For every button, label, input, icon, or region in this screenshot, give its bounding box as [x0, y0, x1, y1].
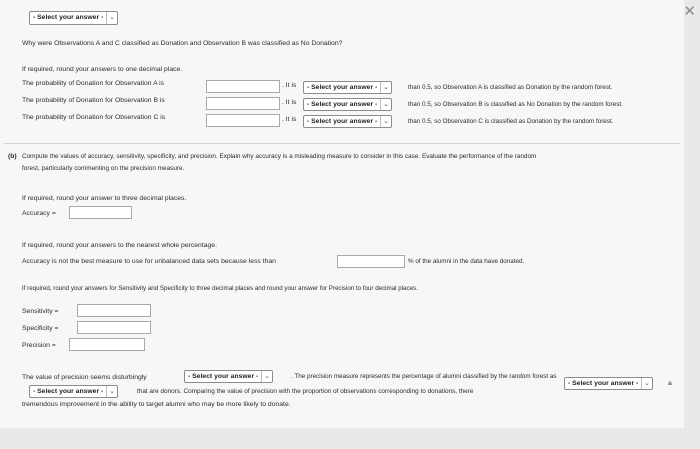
obs-b-select-label: - Select your answer -	[307, 101, 378, 108]
final-text-part3: that are donors. Comparing the value of precision with the proportion of observations corresponding to donations, there	[137, 388, 474, 395]
obs-b-prob-input[interactable]	[206, 97, 280, 110]
top-answer-select[interactable]	[29, 11, 118, 25]
obs-b-itis: . It is	[282, 99, 297, 106]
precision-level-select-label: - Select your answer -	[188, 373, 259, 380]
part-b-prefix: (b)	[8, 153, 17, 160]
precision-level-select[interactable]	[184, 370, 273, 383]
percent-input[interactable]	[337, 255, 405, 268]
final-text-part4: a	[668, 380, 672, 387]
final-text-part2: . The precision measure represents the percentage of alumni classified by the random forest as	[291, 373, 557, 380]
obs-b-select[interactable]	[303, 98, 392, 111]
obs-a-explanation: than 0.5, so Observation A is classified as Donation by the random forest.	[408, 84, 613, 91]
round-one-decimal-note: If required, round your answers to one decimal place.	[22, 66, 183, 73]
sensitivity-label: Sensitivity =	[22, 308, 59, 315]
donor-class-select-label: - Select your answer -	[33, 388, 104, 395]
final-text-part5: tremendous improvement in the ability to target alumni who may be more likely to donate.	[22, 401, 291, 408]
chevron-down-icon: ⌄	[380, 99, 389, 110]
question-a-text: Why were Observations A and C classified as Donation and Observation B was classified as No Donation?	[22, 40, 343, 47]
round-three-note: If required, round your answer to three decimal places.	[22, 195, 187, 202]
obs-a-prob-input[interactable]	[206, 80, 280, 93]
specificity-label: Specificity =	[22, 325, 59, 332]
specificity-input[interactable]	[77, 321, 151, 334]
chevron-down-icon: ⌄	[380, 116, 389, 127]
chevron-down-icon: ⌄	[380, 82, 389, 93]
part-b-line1: Compute the values of accuracy, sensitivity, specificity, and precision. Explain why accuracy is a misleading measure to consider in this case. Evaluate the performance of the random	[22, 153, 537, 160]
obs-c-select-label: - Select your answer -	[307, 118, 378, 125]
obs-a-label: The probability of Donation for Observation A is	[22, 80, 165, 87]
obs-c-itis: . It is	[282, 116, 297, 123]
final-text-part1: The value of precision seems disturbingly	[22, 374, 147, 381]
accuracy-input[interactable]	[69, 206, 132, 219]
precision-label: Precision =	[22, 342, 56, 349]
close-icon[interactable]: ✕	[683, 3, 696, 20]
obs-a-itis: . It is	[282, 82, 297, 89]
obs-c-explanation: than 0.5, so Observation C is classified as Donation by the random forest.	[408, 118, 614, 125]
accuracy-label: Accuracy =	[22, 210, 56, 217]
chevron-down-icon: ⌄	[106, 12, 115, 24]
obs-c-select[interactable]	[303, 115, 392, 128]
improvement-select[interactable]	[564, 377, 653, 390]
obs-a-select-label: - Select your answer -	[307, 84, 378, 91]
chevron-down-icon: ⌄	[106, 386, 115, 397]
round-sens-note: If required, round your answers for Sensitivity and Specificity to three decimal places and round your answer for Precision to four decimal places.	[22, 285, 418, 292]
chevron-down-icon: ⌄	[261, 371, 270, 382]
obs-b-label: The probability of Donation for Observation B is	[22, 97, 165, 104]
donor-class-select[interactable]	[29, 385, 118, 398]
chevron-down-icon: ⌄	[641, 378, 650, 389]
obs-c-prob-input[interactable]	[206, 114, 280, 127]
improvement-select-label: - Select your answer -	[568, 380, 639, 387]
accuracy-not-best-text: Accuracy is not the best measure to use for unbalanced data sets because less than	[22, 258, 276, 265]
sensitivity-input[interactable]	[77, 304, 151, 317]
obs-a-select[interactable]	[303, 81, 392, 94]
percent-suffix: % of the alumni in the data have donated.	[408, 258, 525, 265]
precision-input[interactable]	[69, 338, 145, 351]
obs-b-explanation: than 0.5, so Observation B is classified as No Donation by the random forest.	[408, 101, 623, 108]
obs-c-label: The probability of Donation for Observation C is	[22, 114, 166, 121]
section-divider	[4, 143, 680, 144]
top-answer-select-label: - Select your answer -	[33, 14, 104, 21]
round-whole-note: If required, round your answers to the nearest whole percentage.	[22, 242, 217, 249]
part-b-line2: forest, particularly commenting on the precision measure.	[22, 165, 185, 172]
